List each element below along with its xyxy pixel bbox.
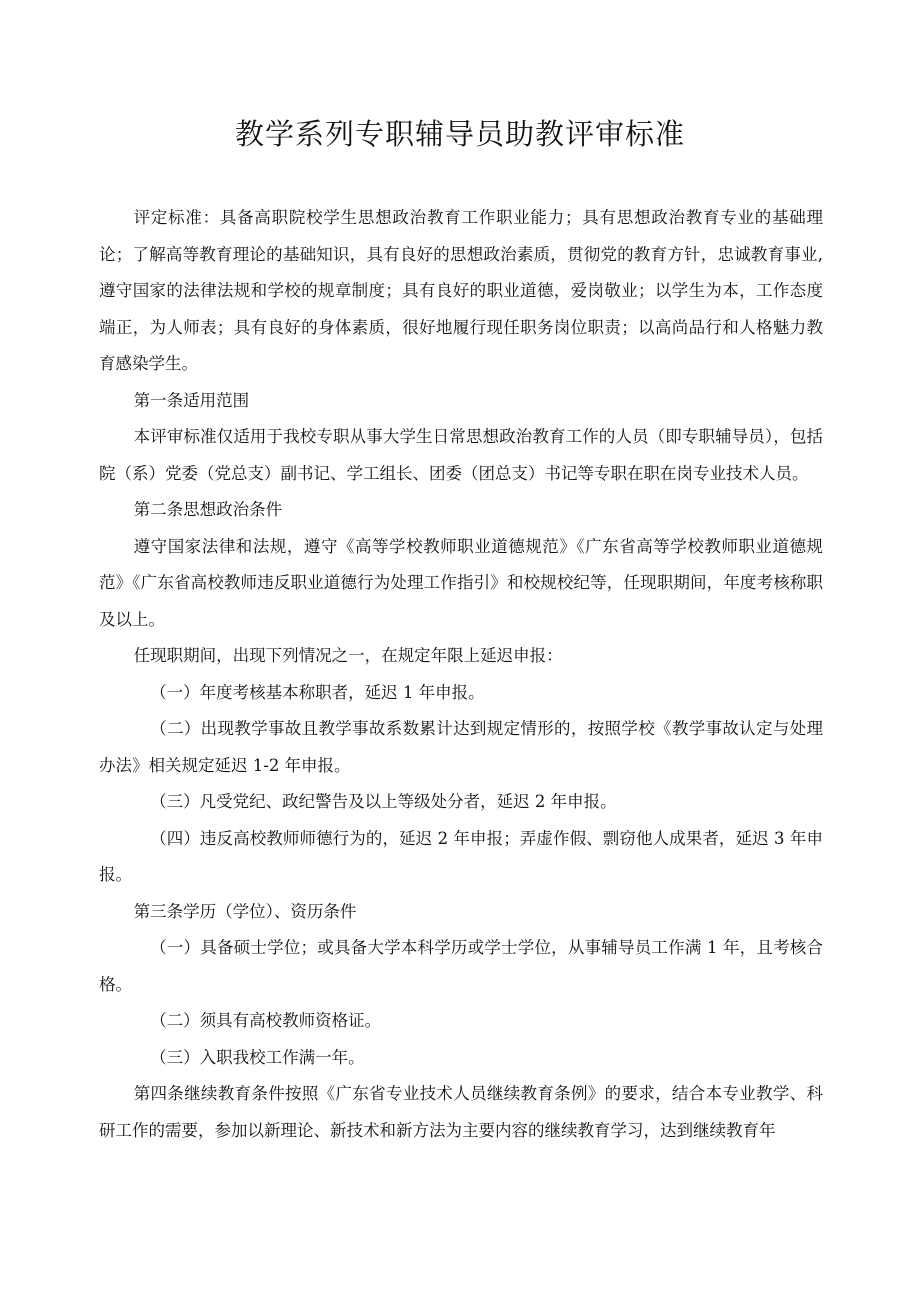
article-2-paragraph: 遵守国家法律和法规，遵守《高等学校教师职业道德规范》《广东省高等学校教师职业道德规范》《广东省高校教师违反职业道德行为处理工作指引》和校规校纪等，任现职期间，年度考核称职及以上。	[99, 536, 823, 629]
delay-item-1: （一）年度考核基本称职者，延迟 1 年申报。	[150, 682, 485, 702]
qualification-item-1: （一）具备硕士学位；或具备大学本科学历或学士学位，从事辅导员工作满 1 年，且考核合格。	[99, 938, 823, 994]
delay-item-4: （四）违反高校教师师德行为的，延迟 2 年申报；弄虚作假、剽窃他人成果者，延迟 3 年申报。	[99, 828, 823, 884]
evaluation-standard-paragraph: 评定标准：具备高职院校学生思想政治教育工作职业能力；具有思想政治教育专业的基础理论；了解高等教育理论的基础知识，具有良好的思想政治素质，贯彻党的教育方针，忠诚教育事业,遵守国家的法律法规和学校的规章制度；具有良好的职业道德，爱岗敬业；以学生为本，工作态度端正，为人师表；具有良好的身体素质，很好地履行现任职务岗位职责；以高尚品行和人格魅力教育感染学生。	[99, 208, 823, 373]
qualification-item-3: （三）入职我校工作满一年。	[150, 1047, 365, 1067]
article-3-heading: 第三条学历（学位）、资历条件	[133, 901, 357, 921]
qualification-item-2: （二）须具有高校教师资格证。	[150, 1011, 382, 1030]
document-title: 教学系列专职辅导员助教评审标准	[234, 117, 685, 151]
article-2-heading: 第二条思想政治条件	[133, 500, 283, 519]
article-4-paragraph: 第四条继续教育条件按照《广东省专业技术人员继续教育条例》的要求，结合本专业教学、科研工作的需要，参加以新理论、新技术和新方法为主要内容的继续教育学习，达到继续教育年	[99, 1084, 823, 1140]
article-1-paragraph: 本评审标准仅适用于我校专职从事大学生日常思想政治教育工作的人员（即专职辅导员），包括院（系）党委（党总支）副书记、学工组长、团委（团总支）书记等专职在职在岗专业技术人员。	[99, 427, 823, 483]
delay-conditions-intro: 任现职期间，出现下列情况之一，在规定年限上延迟申报：	[133, 646, 563, 665]
delay-item-2: （二）出现教学事故且教学事故系数累计达到规定情形的，按照学校《教学事故认定与处理办法》相关规定延迟 1-2 年申报。	[99, 719, 823, 775]
document-body	[99, 200, 823, 1149]
delay-item-3: （三）凡受党纪、政纪警告及以上等级处分者，延迟 2 年申报。	[150, 792, 617, 811]
article-1-heading: 第一条适用范围	[133, 390, 250, 410]
